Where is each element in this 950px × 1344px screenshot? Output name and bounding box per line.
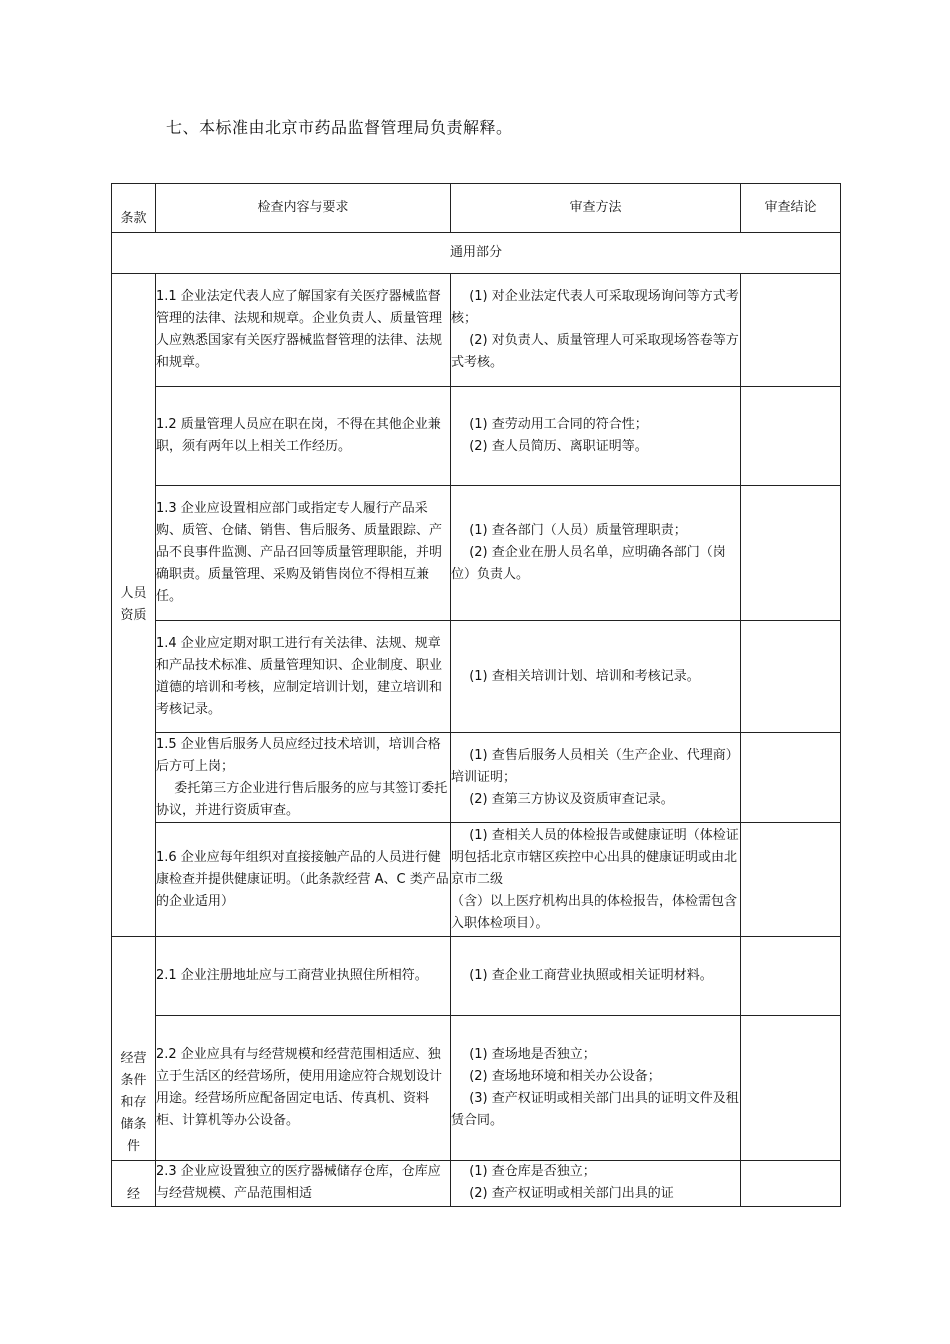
- table-row: [112, 823, 841, 937]
- conclusion-cell[interactable]: [741, 1016, 841, 1161]
- section-row: [112, 233, 841, 274]
- requirement-cell: 1.3 企业应设置相应部门或指定专人履行产品采购、质管、仓储、销售、售后服务、质量跟踪、产品不良事件监测、产品召回等质量管理职能，并明确职责。质量管理、采购及销售岗位不得相互兼任。: [156, 486, 451, 621]
- table-row: [112, 274, 841, 387]
- page-heading: 七、本标准由北京市药品监督管理局负责解释。: [166, 118, 513, 137]
- header-method: 审查方法: [451, 184, 741, 233]
- requirement-cell: 2.2 企业应具有与经营规模和经营范围相适应、独立于生活区的经营场所，使用用途应符合规划设计用途。经营场所应配备固定电话、传真机、资料柜、计算机等办公设备。: [156, 1016, 451, 1161]
- section-title: 通用部分: [112, 233, 841, 274]
- table-row: [112, 621, 841, 733]
- conclusion-cell[interactable]: [741, 733, 841, 823]
- method-cell: (1) 对企业法定代表人可采取现场询问等方式考核； (2) 对负责人、质量管理人可采取现场答卷等方式考核。: [451, 274, 741, 387]
- method-cell: (1) 查场地是否独立； (2) 查场地环境和相关办公设备； (3) 查产权证明或相关部门出具的证明文件及租赁合同。: [451, 1016, 741, 1161]
- requirement-cell: 2.3 企业应设置独立的医疗器械储存仓库，仓库应与经营规模、产品范围相适: [156, 1161, 451, 1207]
- method-cell: (1) 查各部门（人员）质量管理职责； (2) 查企业在册人员名单，应明确各部门（岗位）负责人。: [451, 486, 741, 621]
- table-row: [112, 1161, 841, 1207]
- table-row: [112, 937, 841, 1016]
- table-row: [112, 733, 841, 823]
- requirement-cell: 1.2 质量管理人员应在职在岗，不得在其他企业兼职，须有两年以上相关工作经历。: [156, 387, 451, 486]
- method-cell: (1) 查劳动用工合同的符合性； (2) 查人员简历、离职证明等。: [451, 387, 741, 486]
- conclusion-cell[interactable]: [741, 937, 841, 1016]
- header-conclusion: 审查结论: [741, 184, 841, 233]
- table-header-row: [112, 184, 841, 233]
- table-row: [112, 1016, 841, 1161]
- inspection-table: [111, 183, 841, 1207]
- requirement-cell: 1.6 企业应每年组织对直接接触产品的人员进行健康检查并提供健康证明。（此条款经营 A、C 类产品的企业适用）: [156, 823, 451, 937]
- header-requirement: 检查内容与要求: [156, 184, 451, 233]
- category-personnel: 人员 资质: [112, 274, 156, 937]
- table-row: [112, 387, 841, 486]
- requirement-cell: 2.1 企业注册地址应与工商营业执照住所相符。: [156, 937, 451, 1016]
- conclusion-cell[interactable]: [741, 486, 841, 621]
- category-premises: 经营 条件 和存 储条 件: [112, 937, 156, 1161]
- method-cell: (1) 查仓库是否独立； (2) 查产权证明或相关部门出具的证: [451, 1161, 741, 1207]
- conclusion-cell[interactable]: [741, 387, 841, 486]
- category-continued: 经: [112, 1161, 156, 1207]
- table-row: [112, 486, 841, 621]
- header-clause: 条款: [112, 184, 156, 233]
- method-cell: (1) 查售后服务人员相关（生产企业、代理商）培训证明； (2) 查第三方协议及资质审查记录。: [451, 733, 741, 823]
- requirement-cell: 1.1 企业法定代表人应了解国家有关医疗器械监督管理的法律、法规和规章。企业负责人、质量管理人应熟悉国家有关医疗器械监督管理的法律、法规和规章。: [156, 274, 451, 387]
- requirement-cell: 1.4 企业应定期对职工进行有关法律、法规、规章和产品技术标准、质量管理知识、企业制度、职业道德的培训和考核，应制定培训计划，建立培训和考核记录。: [156, 621, 451, 733]
- conclusion-cell[interactable]: [741, 274, 841, 387]
- requirement-cell: 1.5 企业售后服务人员应经过技术培训，培训合格后方可上岗； 委托第三方企业进行售后服务的应与其签订委托协议，并进行资质审查。: [156, 733, 451, 823]
- conclusion-cell[interactable]: [741, 1161, 841, 1207]
- conclusion-cell[interactable]: [741, 621, 841, 733]
- method-cell: (1) 查相关培训计划、培训和考核记录。: [451, 621, 741, 733]
- conclusion-cell[interactable]: [741, 823, 841, 937]
- method-cell: (1) 查企业工商营业执照或相关证明材料。: [451, 937, 741, 1016]
- method-cell: (1) 查相关人员的体检报告或健康证明（体检证明包括北京市辖区疾控中心出具的健康证明或由北京市二级 （含）以上医疗机构出具的体检报告，体检需包含入职体检项目）。: [451, 823, 741, 937]
